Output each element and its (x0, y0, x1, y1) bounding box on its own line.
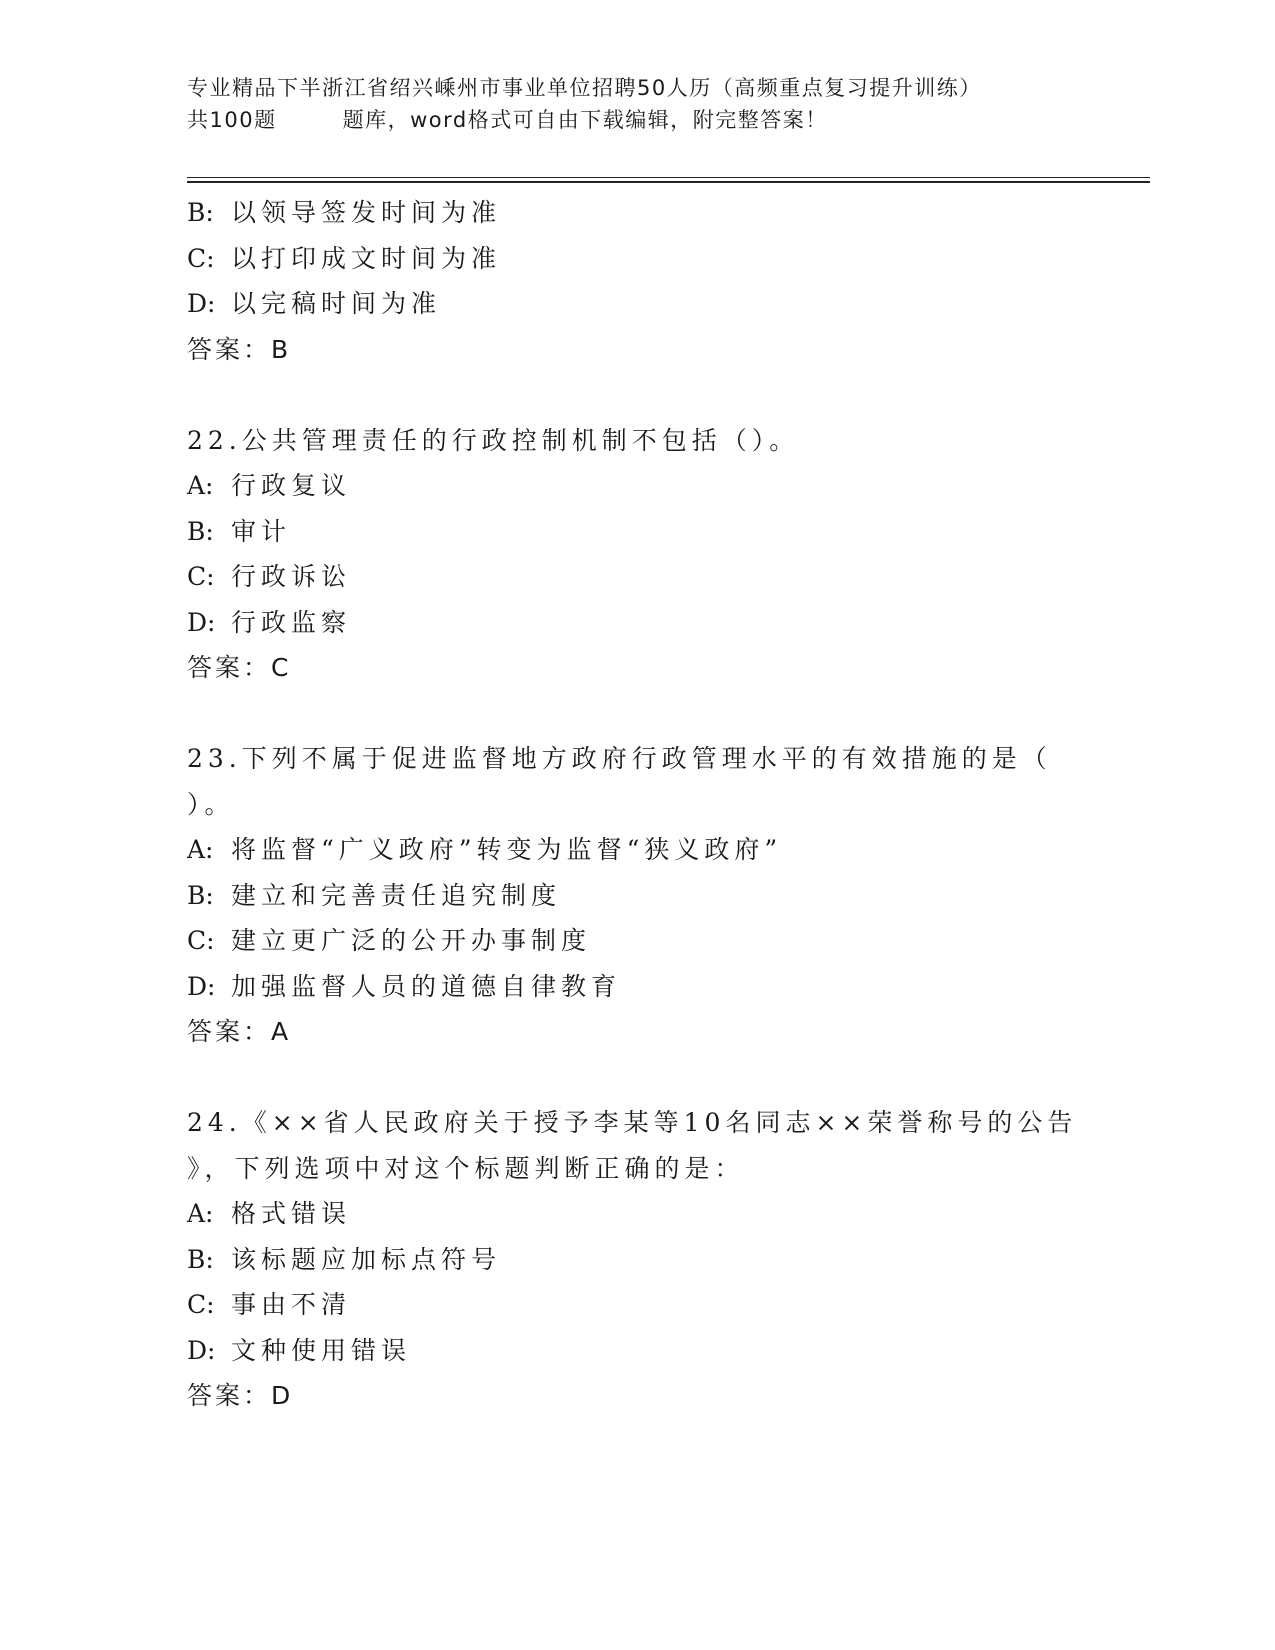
question-stem-continued: 》，下列选项中对这个标题判断正确的是： (187, 1153, 745, 1183)
header-divider-thick (187, 181, 1150, 183)
option-d: D: 加强监督人员的道德自律教育 (187, 971, 622, 1001)
option-c: C: 行政诉讼 (187, 562, 352, 591)
question-stem-continued: ）。 (187, 789, 235, 819)
option-c: C: 事由不清 (187, 1290, 352, 1319)
question-stem: 23.下列不属于促进监督地方政府行政管理水平的有效措施的是（ (187, 744, 1052, 773)
question-22 (187, 418, 1067, 691)
document-body (187, 190, 1078, 1419)
document-header (187, 72, 1067, 136)
option-c: C: 建立更广泛的公开办事制度 (187, 926, 592, 955)
question-24 (187, 1100, 1078, 1419)
carryover-question (187, 190, 1067, 372)
header-divider-thin (187, 177, 1150, 178)
header-subtitle-line (187, 104, 1067, 136)
option-d: D: 行政监察 (187, 607, 352, 637)
question-stem: 22.公共管理责任的行政控制机制不包括（）。 (187, 425, 800, 455)
option-d: D: 文种使用错误 (187, 1335, 412, 1365)
option-b: B: 以领导签发时间为准 (187, 198, 502, 227)
answer-line: 答案：D (187, 1381, 294, 1410)
option-b: B: 审计 (187, 516, 292, 546)
answer-line: 答案：A (187, 1017, 292, 1046)
option-a: A: 行政复议 (187, 471, 352, 500)
option-b: B: 建立和完善责任追究制度 (187, 880, 562, 910)
option-a: A: 将监督“广义政府”转变为监督“狭义政府” (187, 835, 783, 864)
header-description: 题库，word格式可自由下载编辑，附完整答案！ (342, 108, 828, 132)
option-c: C: 以打印成文时间为准 (187, 243, 502, 273)
option-d: D: 以完稿时间为准 (187, 289, 442, 318)
option-b: B: 该标题应加标点符号 (187, 1244, 502, 1274)
question-stem: 24.《××省人民政府关于授予李某等10名同志××荣誉称号的公告 (187, 1108, 1078, 1137)
question-23 (187, 736, 1067, 1055)
option-a: A: 格式错误 (187, 1199, 352, 1228)
answer-line: 答案：B (187, 334, 292, 364)
question-count: 共100题 (187, 108, 277, 132)
answer-line: 答案：C (187, 653, 292, 682)
header-title-line: 专业精品下半浙江省绍兴嵊州市事业单位招聘50人历（高频重点复习提升训练） (187, 76, 982, 100)
